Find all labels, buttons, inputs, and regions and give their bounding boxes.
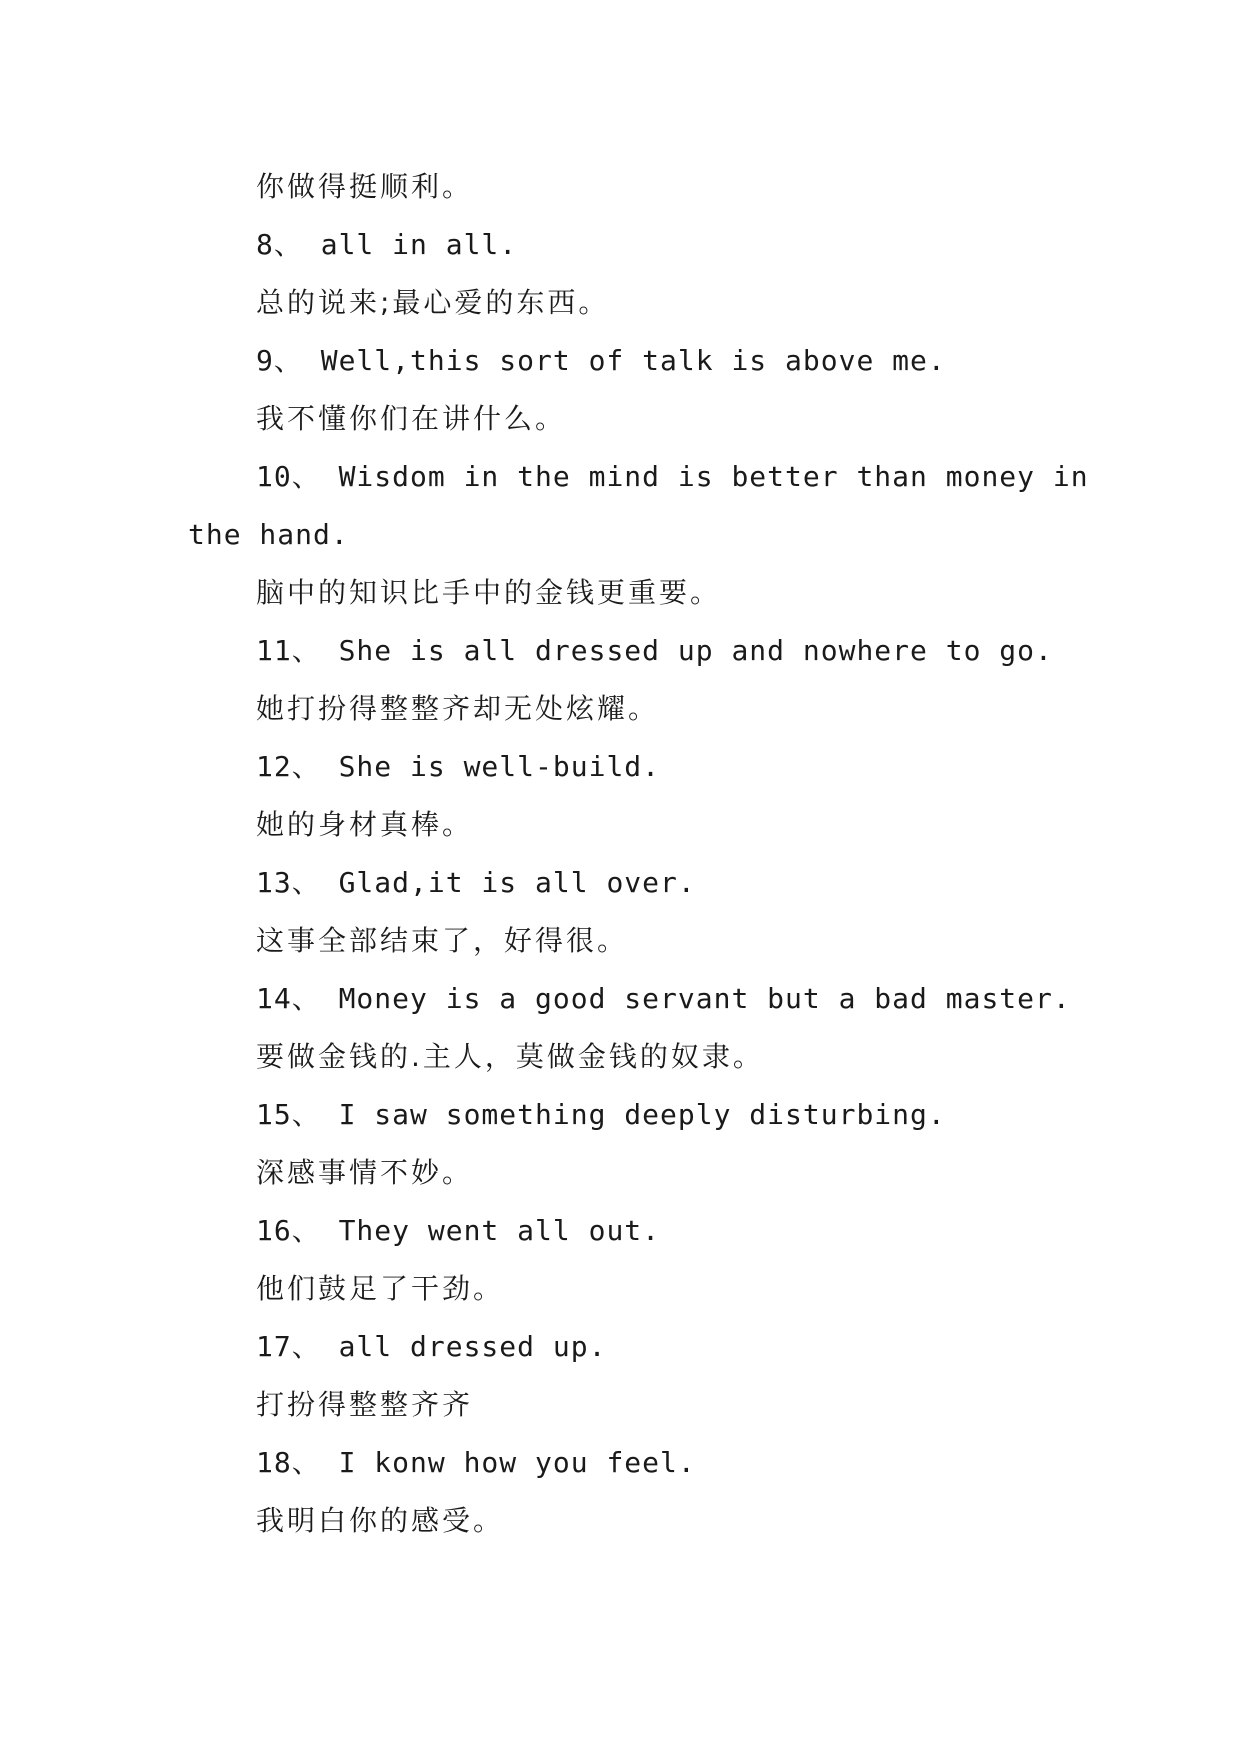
phrase-text: Wisdom in the mind is better than money in (320, 460, 1089, 493)
item-number: 10、 (256, 460, 321, 493)
phrase-text: She is all dressed up and nowhere to go. (320, 634, 1053, 667)
translation-line: 脑中的知识比手中的金钱更重要。 (256, 576, 722, 609)
translation-line: 我明白你的感受。 (256, 1504, 505, 1537)
item-number: 17、 (256, 1330, 321, 1363)
phrase-text: Money is a good servant but a bad master. (320, 982, 1071, 1015)
phrase-text: I konw how you feel. (320, 1446, 696, 1479)
translation-line: 我不懂你们在讲什么。 (256, 402, 567, 435)
phrase-line (188, 854, 1068, 912)
translation-line: 你做得挺顺利。 (256, 170, 474, 203)
translation-line: 打扮得整整齐齐 (256, 1388, 474, 1421)
phrase-line (188, 1318, 1068, 1376)
item-number: 18、 (256, 1446, 321, 1479)
item-number: 8、 (256, 228, 303, 261)
item-number: 11、 (256, 634, 321, 667)
phrase-line (188, 1202, 1068, 1260)
translation-line: 她打扮得整整齐却无处炫耀。 (256, 692, 660, 725)
phrase-text: She is well-build. (320, 750, 661, 783)
phrase-text: all dressed up. (320, 1330, 607, 1363)
item-number: 9、 (256, 344, 303, 377)
phrase-continuation-line: the hand. (188, 518, 349, 551)
phrase-line (188, 216, 1068, 274)
phrase-line (188, 738, 1068, 796)
phrase-text: Glad,it is all over. (320, 866, 696, 899)
phrase-line (188, 622, 1068, 680)
translation-line: 这事全部结束了，好得很。 (256, 924, 629, 957)
phrase-line (188, 1434, 1068, 1492)
item-number: 12、 (256, 750, 321, 783)
translation-line: 要做金钱的.主人，莫做金钱的奴隶。 (256, 1040, 764, 1073)
phrase-text: I saw something deeply disturbing. (320, 1098, 946, 1131)
translation-line: 她的身材真棒。 (256, 808, 474, 841)
item-number: 14、 (256, 982, 321, 1015)
translation-line: 总的说来;最心爱的东西。 (256, 286, 610, 319)
item-number: 15、 (256, 1098, 321, 1131)
phrase-line (188, 448, 1089, 506)
phrase-text: all in all. (302, 228, 518, 261)
phrase-line (188, 1086, 1068, 1144)
item-number: 16、 (256, 1214, 321, 1247)
phrase-text: They went all out. (320, 1214, 661, 1247)
translation-line: 他们鼓足了干劲。 (256, 1272, 505, 1305)
phrase-text: Well,this sort of talk is above me. (302, 344, 946, 377)
phrase-line (188, 970, 1071, 1028)
phrase-line (188, 332, 1068, 390)
item-number: 13、 (256, 866, 321, 899)
translation-line: 深感事情不妙。 (256, 1156, 474, 1189)
document-body (188, 158, 1089, 1550)
